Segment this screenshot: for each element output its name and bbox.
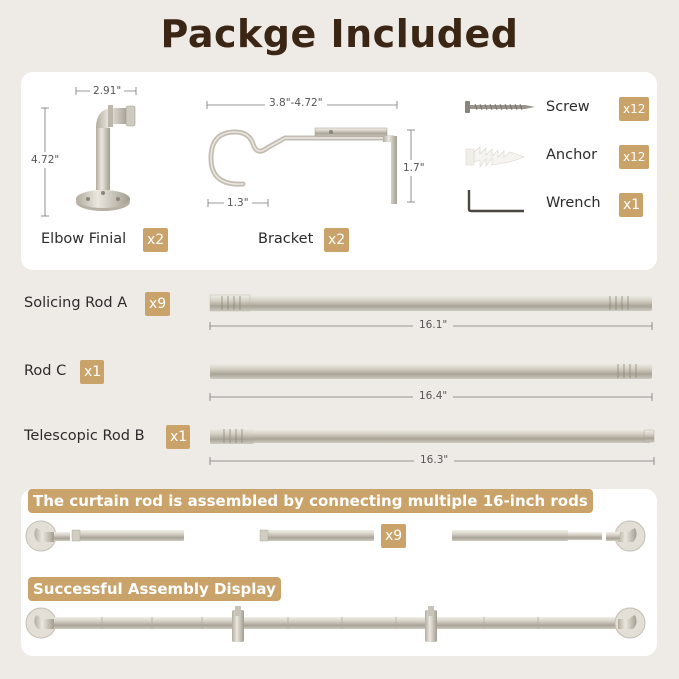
bracket-label: Bracket: [258, 231, 314, 247]
elbow-finial-image: [70, 98, 140, 218]
assembly-display-banner: Successful Assembly Display: [28, 577, 281, 601]
rod-c-label: Rod C: [24, 363, 67, 379]
elbow-finial-qty-badge: x2: [143, 228, 168, 252]
page-title: Packge Included: [160, 12, 519, 56]
wrench-qty-badge: x1: [619, 193, 643, 217]
rod-c-qty-badge: x1: [80, 360, 104, 384]
rod-b-label: Telescopic Rod B: [24, 428, 145, 444]
rod-b-qty-badge: x1: [166, 425, 190, 449]
assembly-exploded-image: [24, 518, 654, 554]
rod-a-label: Solicing Rod A: [24, 295, 128, 311]
rod-b-image: [210, 426, 656, 446]
screw-label: Screw: [546, 99, 590, 115]
assembly-note-banner: The curtain rod is assembled by connecting multiple 16-inch rods: [28, 489, 593, 513]
anchor-label: Anchor: [546, 147, 598, 163]
rod-a-qty-badge: x9: [145, 292, 170, 316]
elbow-width-text: 2.91": [90, 85, 124, 97]
anchor-qty-badge: x12: [619, 145, 649, 169]
rod-a-image: [210, 293, 652, 313]
bracket-length-text: 3.8"-4.72": [265, 97, 327, 109]
screw-qty-badge: x12: [619, 97, 649, 121]
rod-b-length-text: 16.3": [414, 454, 454, 466]
bracket-hook-text: 1.3": [224, 197, 252, 209]
assembled-rod-image: [24, 604, 654, 646]
rod-c-length-text: 16.4": [413, 390, 453, 402]
screw-icon: [465, 100, 537, 114]
anchor-icon: [466, 146, 528, 168]
elbow-finial-label: Elbow Finial: [41, 231, 127, 247]
bracket-image: [205, 124, 405, 206]
wrench-label: Wrench: [546, 195, 601, 211]
rod-a-length-text: 16.1": [413, 319, 453, 331]
bracket-height-text: 1.7": [403, 162, 425, 174]
bracket-qty-badge: x2: [324, 228, 349, 252]
assembly-qty-badge: x9: [381, 524, 406, 548]
wrench-icon: [466, 188, 526, 214]
rod-c-image: [210, 361, 652, 381]
elbow-height-text: 4.72": [31, 154, 60, 166]
